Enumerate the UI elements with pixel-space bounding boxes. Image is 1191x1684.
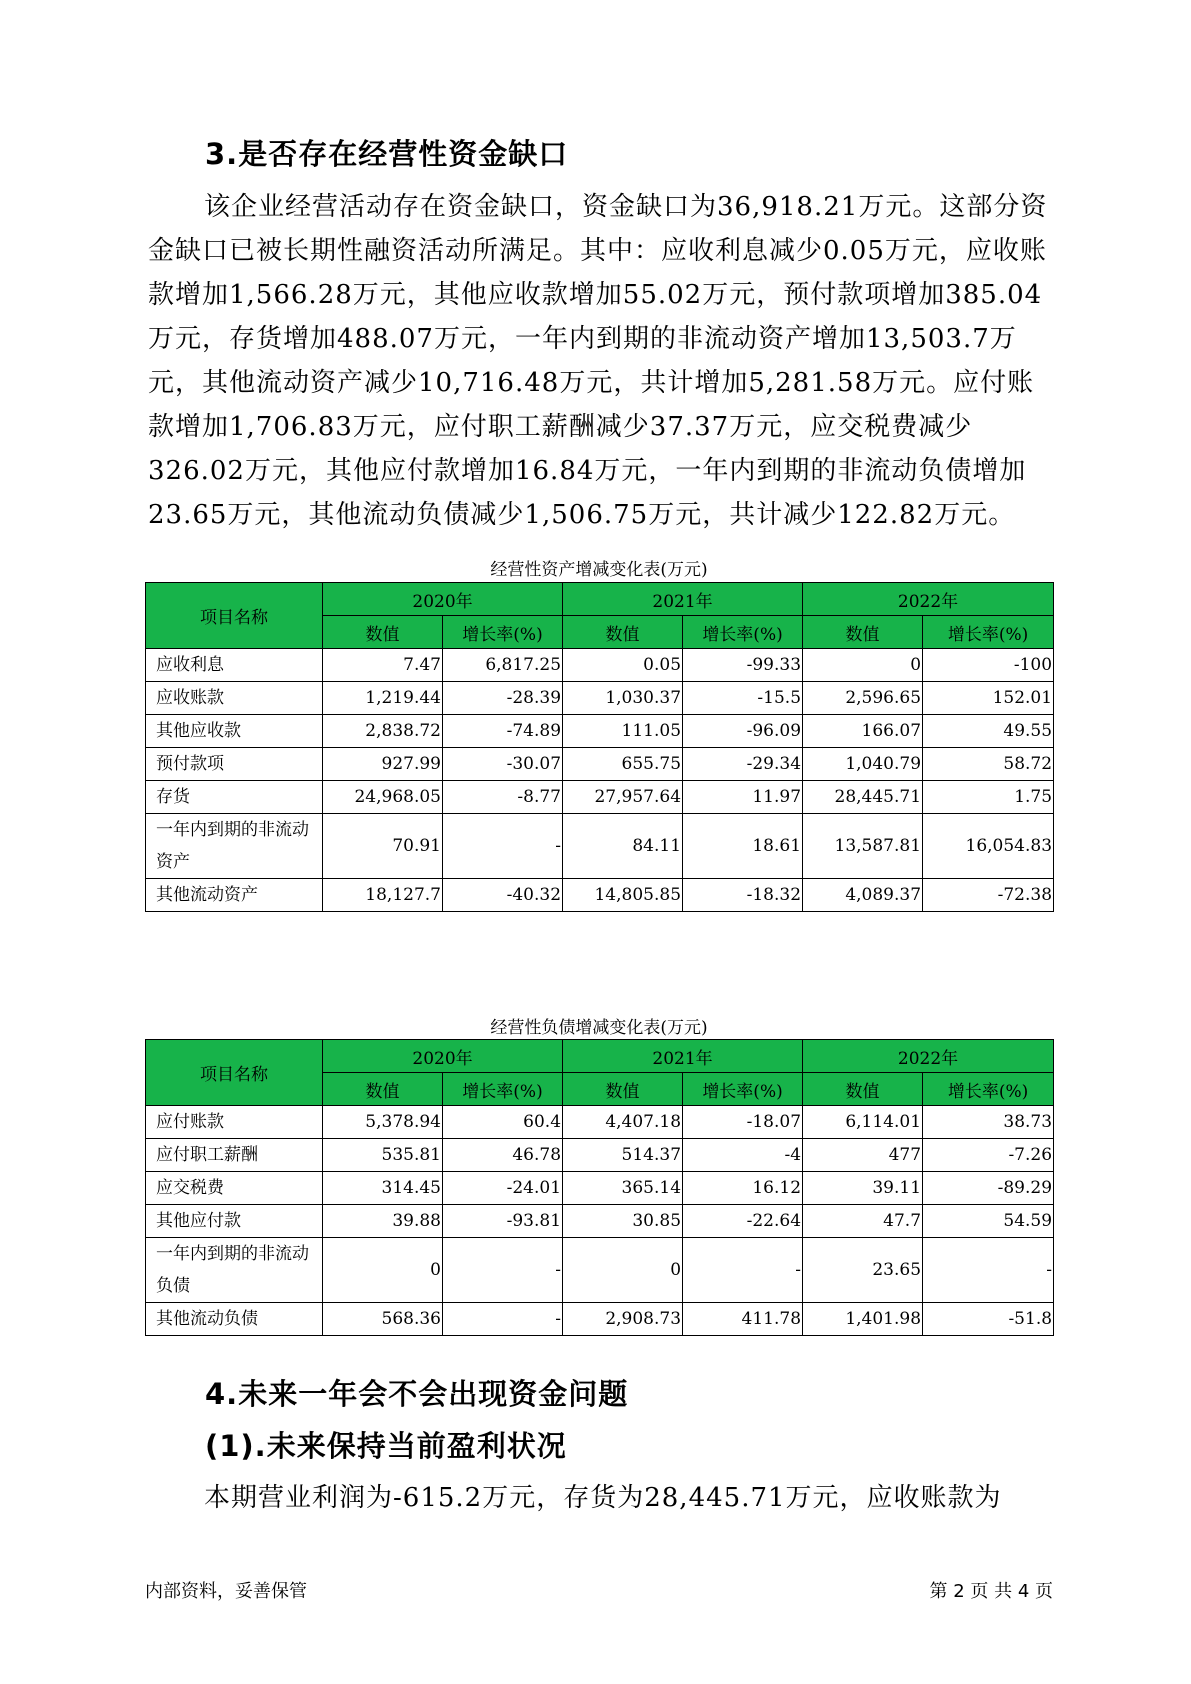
section3-paragraph: 该企业经营活动存在资金缺口，资金缺口为36,918.21万元。这部分资金缺口已被长期性融资活动所满足。其中：应收利息减少0.05万元，应收账款增加1,566.28万元，其他应收款增加55.02万元，预付款项增加385.04万元，存货增加488.07万元，一年内到期的非流动资产增加13,503.7万元，其他流动资产减少10,716.48万元，共计增加5,281.58万元。应付账款增加1,706.83万元，应付职工薪酬减少37.37万元，应交税费减少326.02万元，其他应付款增加16.84万元，一年内到期的非流动负债增加23.65万元，其他流动负债减少1,506.75万元，共计减少122.82万元。 bbox=[148, 192, 1048, 530]
growth-rate-cell: - bbox=[443, 1303, 563, 1336]
value-cell: 0 bbox=[803, 649, 923, 682]
table-row bbox=[146, 1106, 1054, 1139]
growth-rate-cell: -30.07 bbox=[443, 748, 563, 781]
value-cell: 2,838.72 bbox=[323, 715, 443, 748]
value-cell: 1,040.79 bbox=[803, 748, 923, 781]
value-cell: 39.88 bbox=[323, 1205, 443, 1238]
year-header: 2021年 bbox=[563, 583, 803, 616]
item-name-header: 项目名称 bbox=[146, 1040, 323, 1106]
value-cell: 514.37 bbox=[563, 1139, 683, 1172]
growth-rate-cell: - bbox=[443, 814, 563, 879]
table-row bbox=[146, 649, 1054, 682]
growth-rate-cell: 54.59 bbox=[923, 1205, 1054, 1238]
table-row bbox=[146, 814, 1054, 879]
growth-rate-cell: 49.55 bbox=[923, 715, 1054, 748]
table-row bbox=[146, 682, 1054, 715]
growth-rate-cell: - bbox=[683, 1238, 803, 1303]
row-label: 应付职工薪酬 bbox=[146, 1139, 323, 1172]
growth-rate-cell: -89.29 bbox=[923, 1172, 1054, 1205]
value-cell: 568.36 bbox=[323, 1303, 443, 1336]
growth-rate-cell: 1.75 bbox=[923, 781, 1054, 814]
footer-page-number: 第 2 页 共 4 页 bbox=[929, 1581, 1053, 1602]
value-cell: 535.81 bbox=[323, 1139, 443, 1172]
growth-rate-cell: 6,817.25 bbox=[443, 649, 563, 682]
section4-sub-heading: (1).未来保持当前盈利状况 bbox=[205, 1429, 567, 1463]
value-cell: 18,127.7 bbox=[323, 879, 443, 912]
table-row bbox=[146, 1303, 1054, 1336]
growth-rate-cell: 46.78 bbox=[443, 1139, 563, 1172]
value-cell: 6,114.01 bbox=[803, 1106, 923, 1139]
value-cell: 84.11 bbox=[563, 814, 683, 879]
row-label: 一年内到期的非流动负债 bbox=[146, 1238, 323, 1303]
value-cell: 0.05 bbox=[563, 649, 683, 682]
growth-rate-header: 增长率(%) bbox=[443, 1073, 563, 1106]
growth-rate-cell: -29.34 bbox=[683, 748, 803, 781]
value-cell: 314.45 bbox=[323, 1172, 443, 1205]
value-cell: 1,030.37 bbox=[563, 682, 683, 715]
table-row bbox=[146, 715, 1054, 748]
table-row bbox=[146, 1172, 1054, 1205]
value-header: 数值 bbox=[323, 1073, 443, 1106]
growth-rate-cell: -7.26 bbox=[923, 1139, 1054, 1172]
value-cell: 111.05 bbox=[563, 715, 683, 748]
row-label: 应付账款 bbox=[146, 1106, 323, 1139]
growth-rate-cell: -18.07 bbox=[683, 1106, 803, 1139]
growth-rate-cell: 16,054.83 bbox=[923, 814, 1054, 879]
growth-rate-cell: 60.4 bbox=[443, 1106, 563, 1139]
value-cell: 5,378.94 bbox=[323, 1106, 443, 1139]
growth-rate-header: 增长率(%) bbox=[683, 1073, 803, 1106]
growth-rate-cell: -100 bbox=[923, 649, 1054, 682]
asset-change-table bbox=[145, 582, 1054, 912]
value-cell: 365.14 bbox=[563, 1172, 683, 1205]
row-label: 其他流动负债 bbox=[146, 1303, 323, 1336]
value-cell: 70.91 bbox=[323, 814, 443, 879]
value-header: 数值 bbox=[563, 616, 683, 649]
year-header: 2022年 bbox=[803, 1040, 1054, 1073]
value-cell: 0 bbox=[563, 1238, 683, 1303]
growth-rate-cell: - bbox=[443, 1238, 563, 1303]
value-cell: 927.99 bbox=[323, 748, 443, 781]
growth-rate-cell: -74.89 bbox=[443, 715, 563, 748]
growth-rate-cell: 16.12 bbox=[683, 1172, 803, 1205]
row-label: 其他应收款 bbox=[146, 715, 323, 748]
value-cell: 477 bbox=[803, 1139, 923, 1172]
growth-rate-cell: 58.72 bbox=[923, 748, 1054, 781]
row-label: 存货 bbox=[146, 781, 323, 814]
row-label: 应收利息 bbox=[146, 649, 323, 682]
item-name-header: 项目名称 bbox=[146, 583, 323, 649]
growth-rate-cell: 11.97 bbox=[683, 781, 803, 814]
value-cell: 7.47 bbox=[323, 649, 443, 682]
value-cell: 47.7 bbox=[803, 1205, 923, 1238]
row-label: 其他流动资产 bbox=[146, 879, 323, 912]
value-cell: 1,401.98 bbox=[803, 1303, 923, 1336]
section3-heading: 3.是否存在经营性资金缺口 bbox=[205, 137, 569, 171]
growth-rate-header: 增长率(%) bbox=[443, 616, 563, 649]
growth-rate-header: 增长率(%) bbox=[683, 616, 803, 649]
year-header: 2021年 bbox=[563, 1040, 803, 1073]
growth-rate-cell: -96.09 bbox=[683, 715, 803, 748]
growth-rate-header: 增长率(%) bbox=[923, 616, 1054, 649]
growth-rate-cell: -4 bbox=[683, 1139, 803, 1172]
value-cell: 166.07 bbox=[803, 715, 923, 748]
value-cell: 39.11 bbox=[803, 1172, 923, 1205]
value-cell: 14,805.85 bbox=[563, 879, 683, 912]
footer-confidential-note: 内部资料，妥善保管 bbox=[145, 1581, 307, 1602]
growth-rate-cell: -51.8 bbox=[923, 1303, 1054, 1336]
table-row bbox=[146, 1205, 1054, 1238]
value-cell: 24,968.05 bbox=[323, 781, 443, 814]
row-label: 应收账款 bbox=[146, 682, 323, 715]
growth-rate-cell: -18.32 bbox=[683, 879, 803, 912]
table-row bbox=[146, 748, 1054, 781]
table-row bbox=[146, 1238, 1054, 1303]
growth-rate-cell: -28.39 bbox=[443, 682, 563, 715]
value-cell: 0 bbox=[323, 1238, 443, 1303]
value-cell: 4,407.18 bbox=[563, 1106, 683, 1139]
value-header: 数值 bbox=[803, 616, 923, 649]
year-header: 2022年 bbox=[803, 583, 1054, 616]
liability-table-caption: 经营性负债增减变化表(万元) bbox=[490, 1018, 708, 1038]
growth-rate-cell: 18.61 bbox=[683, 814, 803, 879]
growth-rate-cell: 152.01 bbox=[923, 682, 1054, 715]
table-row bbox=[146, 879, 1054, 912]
growth-rate-cell: - bbox=[923, 1238, 1054, 1303]
value-cell: 1,219.44 bbox=[323, 682, 443, 715]
value-cell: 13,587.81 bbox=[803, 814, 923, 879]
value-header: 数值 bbox=[803, 1073, 923, 1106]
value-cell: 27,957.64 bbox=[563, 781, 683, 814]
value-cell: 30.85 bbox=[563, 1205, 683, 1238]
liability-table-body bbox=[146, 1106, 1054, 1336]
growth-rate-cell: -22.64 bbox=[683, 1205, 803, 1238]
value-cell: 2,596.65 bbox=[803, 682, 923, 715]
row-label: 一年内到期的非流动资产 bbox=[146, 814, 323, 879]
value-cell: 23.65 bbox=[803, 1238, 923, 1303]
value-cell: 655.75 bbox=[563, 748, 683, 781]
growth-rate-cell: -40.32 bbox=[443, 879, 563, 912]
section4-paragraph: 本期营业利润为-615.2万元，存货为28,445.71万元，应收账款为 bbox=[204, 1483, 1002, 1513]
growth-rate-cell: -99.33 bbox=[683, 649, 803, 682]
year-header: 2020年 bbox=[323, 583, 563, 616]
growth-rate-cell: -72.38 bbox=[923, 879, 1054, 912]
value-cell: 2,908.73 bbox=[563, 1303, 683, 1336]
value-header: 数值 bbox=[563, 1073, 683, 1106]
growth-rate-cell: -15.5 bbox=[683, 682, 803, 715]
value-cell: 4,089.37 bbox=[803, 879, 923, 912]
value-cell: 28,445.71 bbox=[803, 781, 923, 814]
growth-rate-cell: -24.01 bbox=[443, 1172, 563, 1205]
asset-table-caption: 经营性资产增减变化表(万元) bbox=[490, 560, 708, 580]
section4-heading: 4.未来一年会不会出现资金问题 bbox=[205, 1377, 629, 1411]
asset-table-body bbox=[146, 649, 1054, 912]
table-row bbox=[146, 1139, 1054, 1172]
growth-rate-cell: 411.78 bbox=[683, 1303, 803, 1336]
growth-rate-cell: -93.81 bbox=[443, 1205, 563, 1238]
year-header: 2020年 bbox=[323, 1040, 563, 1073]
row-label: 其他应付款 bbox=[146, 1205, 323, 1238]
table-row bbox=[146, 781, 1054, 814]
row-label: 应交税费 bbox=[146, 1172, 323, 1205]
growth-rate-cell: -8.77 bbox=[443, 781, 563, 814]
growth-rate-header: 增长率(%) bbox=[923, 1073, 1054, 1106]
growth-rate-cell: 38.73 bbox=[923, 1106, 1054, 1139]
row-label: 预付款项 bbox=[146, 748, 323, 781]
value-header: 数值 bbox=[323, 616, 443, 649]
liability-change-table bbox=[145, 1039, 1054, 1336]
